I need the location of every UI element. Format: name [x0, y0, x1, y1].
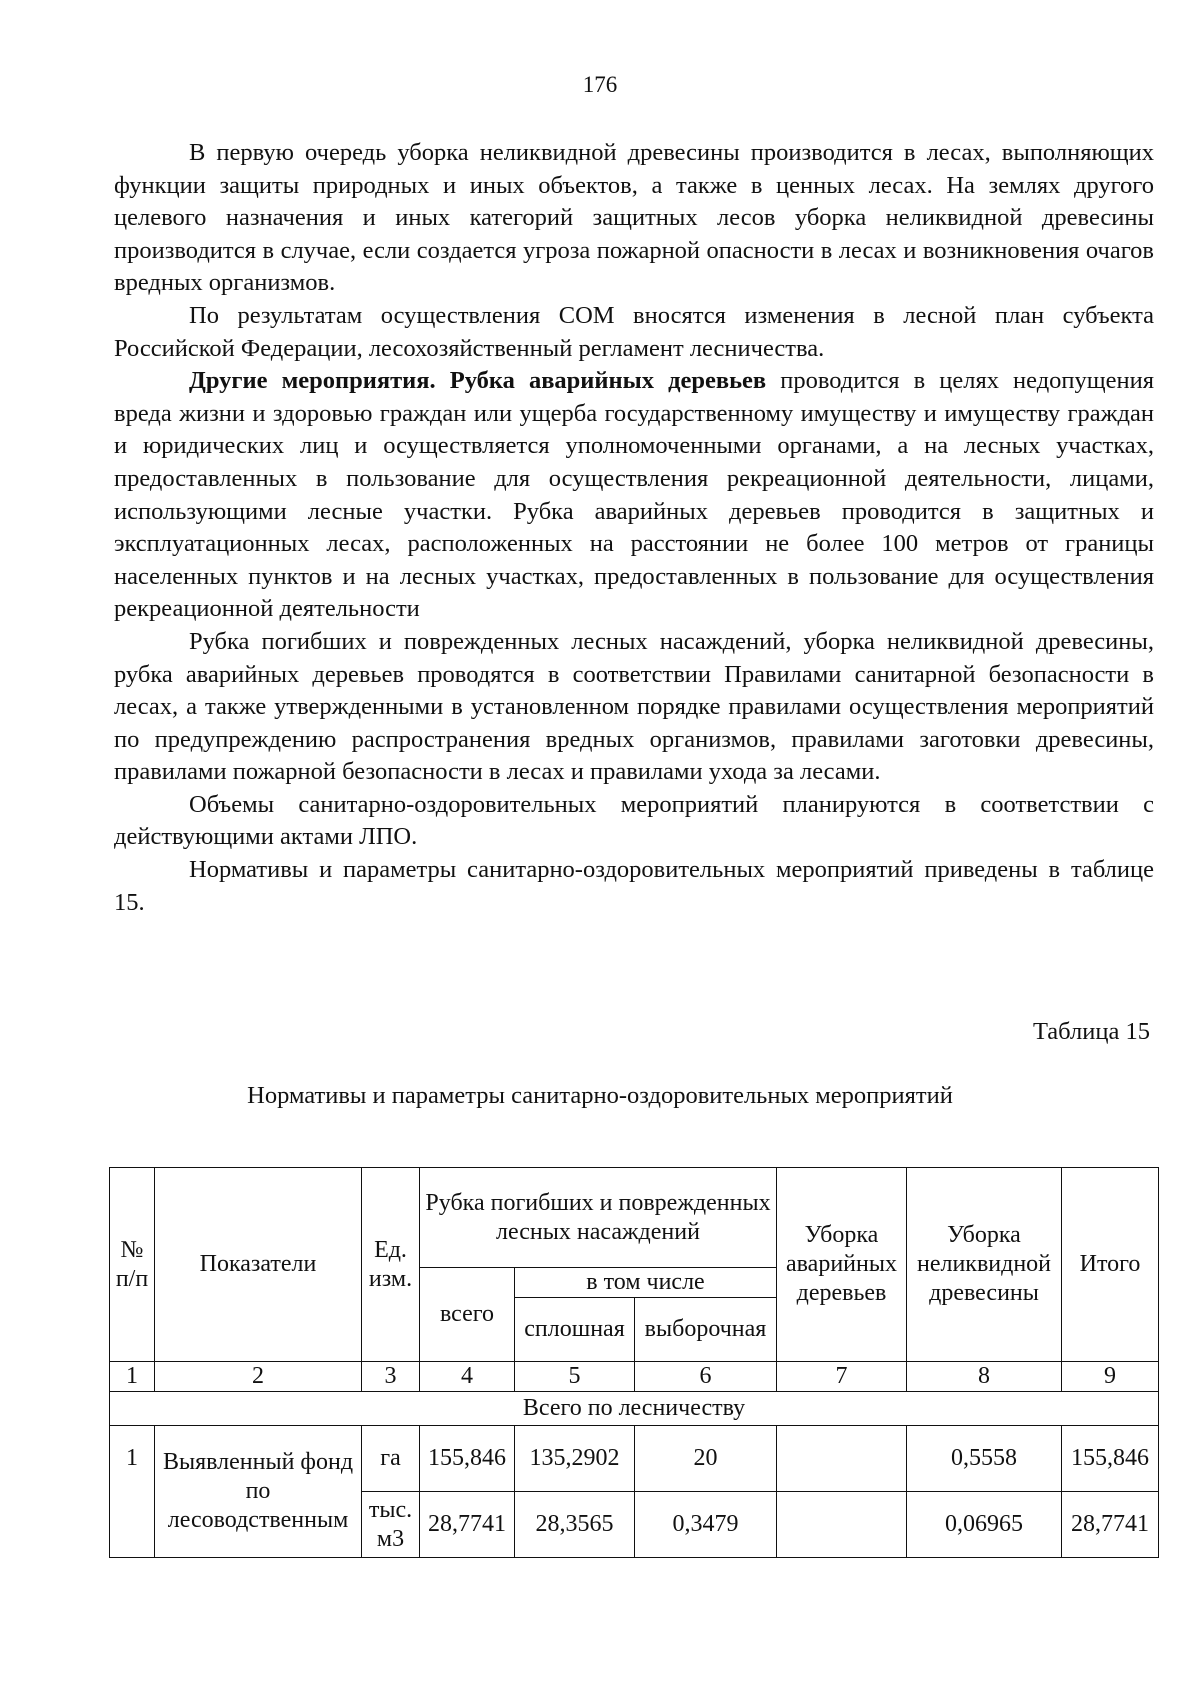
header-emergency: Уборка аварийных деревьев	[777, 1168, 907, 1362]
row-num	[110, 1492, 155, 1558]
row-selective: 20	[635, 1426, 777, 1492]
row-illiquid: 0,5558	[907, 1426, 1062, 1492]
row-sum: 155,846	[1062, 1426, 1159, 1492]
row-num: 1	[110, 1426, 155, 1492]
paragraph-6: Нормативы и параметры санитарно-оздоровительных мероприятий приведены в таблице 15.	[114, 856, 1154, 916]
header-total: всего	[420, 1268, 515, 1362]
row-indicator: Выявленный фонд по лесоводственным	[155, 1426, 362, 1558]
row-emergency	[777, 1426, 907, 1492]
col-number: 5	[515, 1362, 635, 1392]
sanitary-measures-table	[109, 1167, 1159, 1558]
header-felling-group: Рубка погибших и поврежденных лесных насаждений	[420, 1168, 777, 1268]
page-number: 176	[582, 72, 618, 97]
paragraph-3-bold: Другие мероприятия. Рубка аварийных деревьев	[189, 367, 767, 395]
row-selective: 0,3479	[635, 1492, 777, 1558]
paragraph-4: Рубка погибших и поврежденных лесных насаждений, уборка неликвидной древесины, рубка аварийных деревьев проводятся в соответствии Правилами санитарной безопасности в лесах, а также утвержденными в установленном порядке правилами осуществления мероприятий по предупреждению распространения вредных организмов, правилами заготовки древесины, правилами пожарной безопасности в лесах и правилами ухода за лесами.	[114, 627, 1154, 786]
row-emergency	[777, 1492, 907, 1558]
paragraph-3	[114, 365, 1154, 626]
row-total: 28,7741	[420, 1492, 515, 1558]
header-num: № п/п	[110, 1168, 155, 1362]
col-number: 9	[1062, 1362, 1159, 1392]
header-unit: Ед. изм.	[362, 1168, 420, 1362]
col-number: 3	[362, 1362, 420, 1392]
col-number: 7	[777, 1362, 907, 1392]
row-unit: га	[362, 1426, 420, 1492]
col-number: 8	[907, 1362, 1062, 1392]
table-row	[110, 1426, 1159, 1492]
header-including: в том числе	[515, 1268, 777, 1298]
paragraph-3-rest: проводится в целях недопущения вреда жизни и здоровью граждан или ущерба государственному имуществу и имуществу граждан и юридических лиц и осуществляется уполномоченными органами, а на лесных участках, предоставленных в пользование для осуществления рекреационной деятельности, лицами, использующими лесные участки. Рубка аварийных деревьев проводится в защитных и эксплуатационных лесах, расположенных на расстоянии не более 100 метров от границы населенных пунктов и на лесных участках, предоставленных в пользование для осуществления рекреационной деятельности	[114, 367, 1154, 623]
col-number: 4	[420, 1362, 515, 1392]
row-unit: тыс. м3	[362, 1492, 420, 1558]
row-clear: 28,3565	[515, 1492, 635, 1558]
body-text	[114, 137, 1154, 919]
col-number: 6	[635, 1362, 777, 1392]
paragraph-5: Объемы санитарно-оздоровительных мероприятий планируются в соответствии с действующими актами ЛПО.	[114, 790, 1154, 851]
row-illiquid: 0,06965	[907, 1492, 1062, 1558]
header-clear: сплошная	[515, 1298, 635, 1362]
col-number: 2	[155, 1362, 362, 1392]
row-sum: 28,7741	[1062, 1492, 1159, 1558]
row-clear: 135,2902	[515, 1426, 635, 1492]
section-title: Всего по лесничеству	[110, 1392, 1159, 1426]
paragraph-1: В первую очередь уборка неликвидной древесины производится в лесах, выполняющих функции защиты природных и иных объектов, а также в ценных лесах. На землях другого целевого назначения и иных категорий защитных лесов уборка неликвидной древесины производится в случае, если создается угроза пожарной опасности в лесах и возникновения очагов вредных организмов.	[114, 139, 1154, 297]
table-title: Нормативы и параметры санитарно-оздоровительных мероприятий	[247, 1082, 953, 1109]
col-number: 1	[110, 1362, 155, 1392]
header-illiquid: Уборка неликвидной древесины	[907, 1168, 1062, 1362]
header-indicator: Показатели	[155, 1168, 362, 1362]
row-total: 155,846	[420, 1426, 515, 1492]
table-number: Таблица 15	[1032, 1018, 1150, 1045]
header-selective: выборочная	[635, 1298, 777, 1362]
paragraph-2: По результатам осуществления СОМ вносятся изменения в лесной план субъекта Российской Федерации, лесохозяйственный регламент лесничества.	[114, 301, 1154, 362]
header-sum: Итого	[1062, 1168, 1159, 1362]
